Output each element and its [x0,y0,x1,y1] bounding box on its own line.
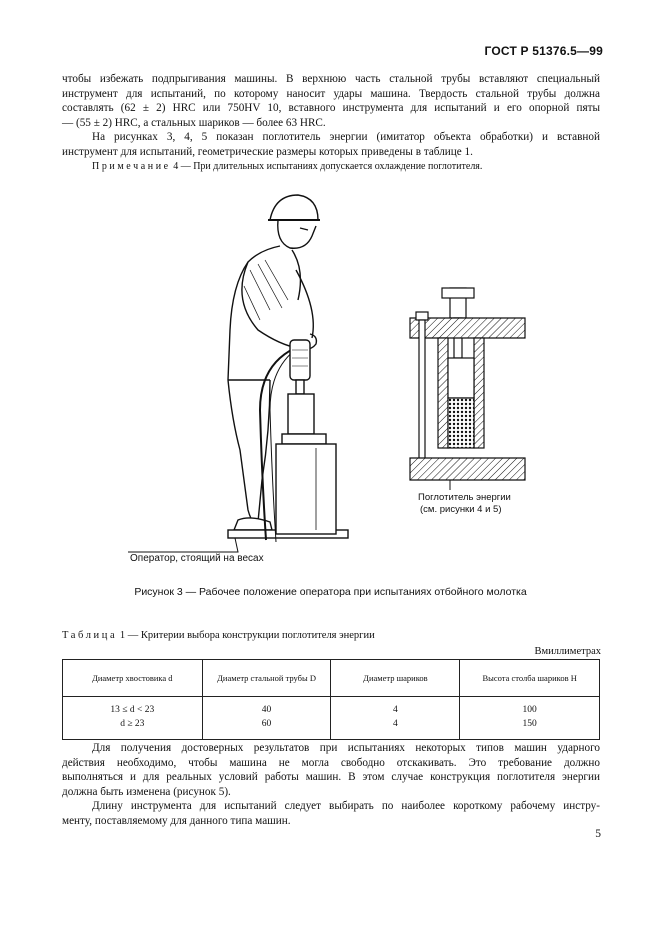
table-cell: 40 [202,697,331,718]
table-title: 1 — Критерии выбора конструкции поглотителя энергии [119,630,375,641]
text-line: На рисунках 3, 4, 5 показан поглотитель энергии (имитатор объекта обработки) и вставной [92,131,600,143]
absorber-callout-line1: Поглотитель энергии [418,492,511,503]
table-cell: 100 [460,697,600,718]
text-line: выполняться и для реальных условий работы машин. В этом случае конструкция поглотителя энергии [62,771,600,784]
table-label: Таблица [62,630,118,641]
paragraph-4 [62,799,600,828]
text-line: инструмент для испытаний, геометрические размеры которых приведены в таблице 1. [62,145,473,158]
table-cell: 13 ≤ d < 23 [63,697,203,718]
table-cell: 4 [331,717,460,740]
text-line: составлять (62 ± 2) HRC или 750HV 10, вставного инструмента для испытаний и его опорной пяты [62,102,600,115]
table-cell: 4 [331,697,460,718]
table-cell: 60 [202,717,331,740]
text-line: менту, поставляемому для данного типа машин. [62,814,291,827]
table-cell: 150 [460,717,600,740]
note-text: 4 — При длительных испытаниях допускается охлаждение поглотителя. [173,161,483,172]
table-row [63,697,600,718]
column-header: Высота столба шариков H [460,660,600,697]
text-line: действия необходимо, чтобы машина не могла свободно отскакивать. Это требование должно [62,756,600,769]
text-line: Для получения достоверных результатов при испытаниях некоторых типов машин ударного [92,742,600,754]
text-line: — (55 ± 2) HRC, а стальных шариков — более 63 HRC. [62,116,326,129]
paragraph-1 [62,72,600,130]
energy-absorber-section [410,288,525,480]
column-header: Диаметр стальной трубы D [202,660,331,697]
figure-caption: Рисунок 3 — Рабочее положение оператора при испытаниях отбойного молотка [134,586,527,598]
text-line: чтобы избежать подпрыгивания машины. В верхнюю часть стальной трубы вставляют специальный [62,73,600,85]
table-header-row [63,660,600,697]
table-units: Вмиллиметрах [534,646,601,657]
text-line: Длину инструмента для испытаний следует выбирать по наиболее короткому рабочему инстру- [92,800,600,812]
operator-callout: Оператор, стоящий на весах [130,553,264,564]
operator-drawing [228,195,348,542]
table-cell: d ≥ 23 [63,717,203,740]
note [92,161,482,172]
absorber-callout-line2: (см. рисунки 4 и 5) [420,504,502,515]
text-line: должна быть изменена (рисунок 5). [62,785,231,798]
column-header: Диаметр шариков [331,660,460,697]
page-number: 5 [595,828,601,840]
column-header: Диаметр хвостовика d [63,660,203,697]
paragraph-3 [62,741,600,799]
table-caption [62,630,375,641]
criteria-table [62,659,600,740]
table-row [63,717,600,740]
paragraph-2 [62,130,600,159]
note-label: Примечание [92,161,171,172]
figure-3-illustration [120,190,550,570]
text-line: инструмент для испытаний, по которому наносит удары машина. Твердость стальной трубы должна [62,87,600,100]
standard-header: ГОСТ Р 51376.5—99 [484,44,603,58]
